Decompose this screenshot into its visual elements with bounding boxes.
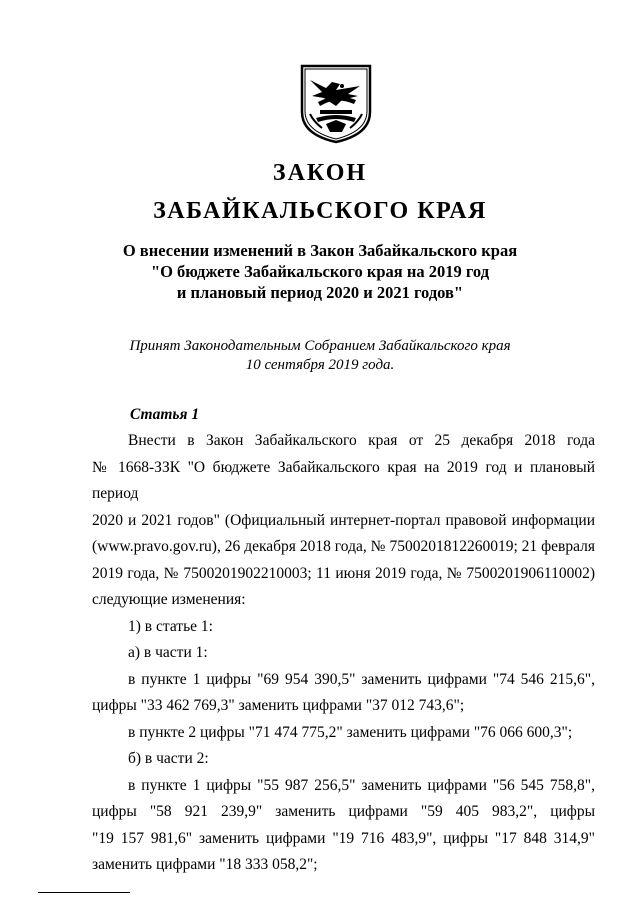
article-heading: Статья 1 bbox=[130, 406, 200, 423]
coat-of-arms-icon bbox=[296, 62, 376, 144]
region-title: ЗАБАЙКАЛЬСКОГО КРАЯ bbox=[153, 198, 487, 224]
list-item: 1) в статье 1: bbox=[128, 617, 213, 635]
body-line: следующие изменения: bbox=[92, 591, 246, 608]
body-line: в пункте 1 цифры "55 987 256,5" заменить цифрами "56 545 758,8", bbox=[128, 776, 595, 794]
body-line: № 1668-ЗЗК "О бюджете Забайкальского края на 2019 год и плановый период bbox=[92, 458, 595, 502]
list-item: а) в части 1: bbox=[128, 644, 208, 661]
body-line: (www.pravo.gov.ru), 26 декабря 2018 года, № 7500201812260019; 21 февраля bbox=[92, 538, 595, 555]
adoption-note bbox=[0, 337, 640, 375]
subtitle-line: "О бюджете Забайкальского края на 2019 год bbox=[150, 262, 490, 281]
law-subtitle bbox=[0, 240, 640, 303]
body-line: цифры "33 462 769,3" заменить цифрами "37 012 743,6"; bbox=[92, 697, 465, 714]
article-body bbox=[92, 428, 595, 879]
body-line: цифры "58 921 239,9" заменить цифрами "59 405 983,2", цифры bbox=[92, 803, 595, 820]
body-line: 2019 года, № 7500201902210003; 11 июня 2019 года, № 7500201906110002) bbox=[92, 564, 595, 582]
law-title: ЗАКОН bbox=[272, 160, 368, 186]
body-line: 2020 и 2021 годов" (Официальный интернет-портал правовой информации bbox=[92, 511, 595, 529]
list-item: б) в части 2: bbox=[128, 750, 209, 767]
footnote-rule bbox=[38, 892, 130, 893]
body-line: заменить цифрами "18 333 058,2"; bbox=[92, 856, 318, 873]
body-line: в пункте 2 цифры "71 474 775,2" заменить цифрами "76 066 600,3"; bbox=[128, 723, 573, 741]
body-line: Внести в Закон Забайкальского края от 25 декабря 2018 года bbox=[128, 432, 595, 449]
subtitle-line: и плановый период 2020 и 2021 годов" bbox=[176, 283, 464, 302]
subtitle-line: О внесении изменений в Закон Забайкальского края bbox=[122, 241, 518, 260]
body-line: "19 157 981,6" заменить цифрами "19 716 483,9", цифры "17 848 314,9" bbox=[92, 829, 595, 847]
adoption-line: Принят Законодательным Собранием Забайкальского края bbox=[129, 338, 511, 354]
adoption-date: 10 сентября 2019 года. bbox=[245, 357, 395, 373]
body-line: в пункте 1 цифры "69 954 390,5" заменить цифрами "74 546 215,6", bbox=[128, 670, 595, 688]
